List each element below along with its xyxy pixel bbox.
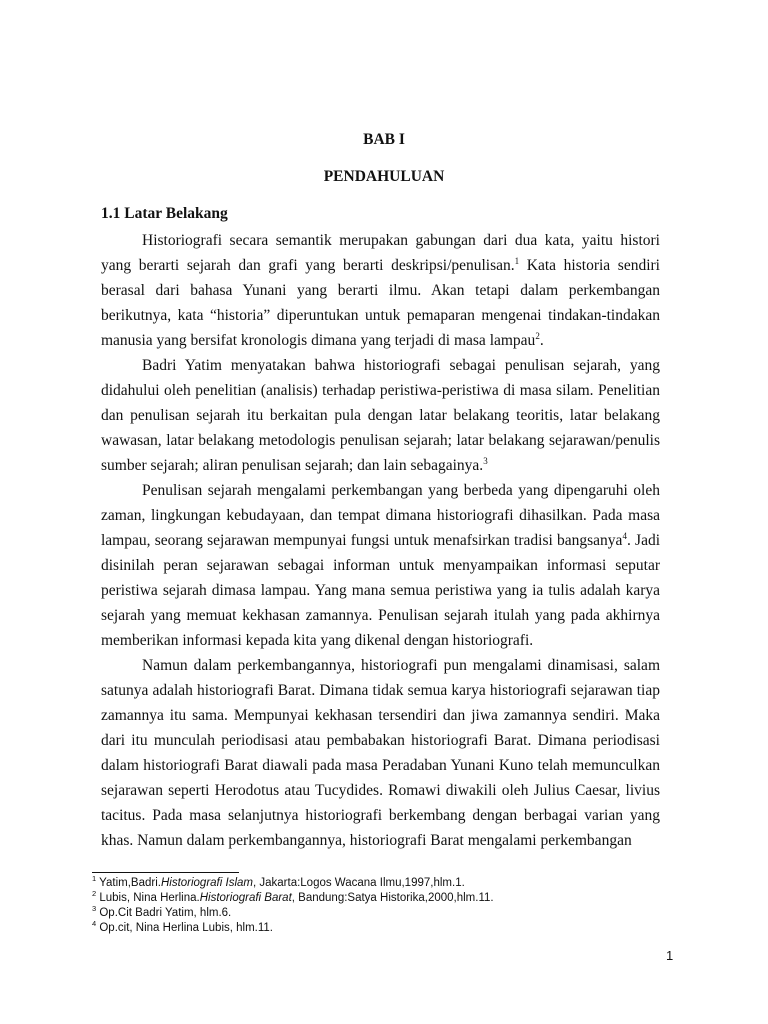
text-run: Penulisan sejarah mengalami perkembangan yang berbeda yang dipengaruhi oleh zaman, lingkungan kebudayaan, dan tempat dimana historiografi dihasilkan. Pada masa lampau, seorang sejarawan mempunyai fungsi untuk menafsirkan tradisi bangsanya bbox=[101, 482, 660, 549]
italic-title: Historiografi Islam bbox=[160, 877, 253, 889]
text-run: Historiografi secara semantik merupakan gabungan dari dua kata, yaitu histori yang berarti sejarah dan grafi yang berarti deskripsi/penulisan. bbox=[101, 232, 660, 274]
body-text bbox=[101, 228, 660, 853]
footnote-marker: 2 bbox=[535, 330, 540, 341]
text-run: . bbox=[539, 332, 544, 349]
text-run: , Jakarta:Logos Wacana Ilmu,1997,hlm.1. bbox=[252, 877, 465, 889]
paragraph bbox=[101, 478, 660, 653]
text-run: . Jadi disinilah peran sejarawan sebagai informan untuk menyampaikan informasi seputar peristiwa sejarah dimasa lampau. Yang mana semua peristiwa yang ia tulis adalah karya sejarah yang memuat kekhasan zamannya. Penulisan sejarah itulah yang pada akhirnya memberikan informasi kepada kita yang dikenal dengan historiografi. bbox=[101, 532, 661, 649]
footnote-marker: 4 bbox=[92, 919, 97, 929]
chapter-title: PENDAHULUAN bbox=[323, 168, 445, 185]
footnote bbox=[92, 906, 672, 921]
text-run: Namun dalam perkembangannya, historiografi pun mengalami dinamisasi, salam satunya adalah historiografi Barat. Dimana tidak semua karya historiografi sejarawan tiap zamannya itu sama. Mempunyai kekhasan tersendiri dan jiwa zamannya sendiri. Maka dari itu munculah periodisasi atau pembabakan historiografi Barat. Dimana periodisasi dalam historiografi Barat diawali pada masa Peradaban Yunani Kuno telah memunculkan sejarawan seperti Herodotus atau Tucydides. Romawi diwakili oleh Julius Caesar, livius tacitus. Pada masa selanjutnya historiografi berkembang dengan berbagai varian yang khas. Namun dalam perkembangannya, historiografi Barat mengalami perkembangan bbox=[101, 657, 660, 849]
footnote-marker: 3 bbox=[92, 904, 97, 914]
text-run: Yatim,Badri. bbox=[96, 877, 161, 889]
text-run: Op.cit, Nina Herlina Lubis, hlm.11. bbox=[96, 922, 274, 934]
italic-title: Historiografi Barat bbox=[199, 892, 292, 904]
text-run: Lubis, Nina Herlina. bbox=[96, 892, 200, 904]
paragraph bbox=[101, 228, 660, 353]
footnote-marker: 1 bbox=[514, 255, 520, 266]
chapter-number: BAB I bbox=[363, 131, 405, 148]
paragraph bbox=[101, 653, 660, 853]
footnote bbox=[92, 921, 672, 936]
paragraph bbox=[101, 353, 660, 478]
footnote-marker: 3 bbox=[483, 455, 488, 466]
text-run: Badri Yatim menyatakan bahwa historiografi sebagai penulisan sejarah, yang didahului oleh penelitian (analisis) terhadap peristiwa-peristiwa di masa silam. Penelitian dan penulisan sejarah itu berkaitan pula dengan latar belakang teoritis, latar belakang wawasan, latar belakang metodologis penulisan sejarah; latar belakang sejarawan/penulis sumber sejarah; aliran penulisan sejarah; dan lain sebagainya. bbox=[101, 357, 660, 474]
page-number: 1 bbox=[666, 948, 674, 963]
text-run: Kata historia sendiri berasal dari bahasa Yunani yang berarti ilmu. Akan tetapi dalam perkembangan berikutnya, kata “historia” diperuntukan untuk pemaparan mengenai tindakan-tindakan manusia yang bersifat kronologis dimana yang terjadi di masa lampau bbox=[101, 257, 660, 349]
text-run: , Bandung:Satya Historika,2000,hlm.11. bbox=[291, 892, 494, 904]
text-run: Op.Cit Badri Yatim, hlm.6. bbox=[96, 907, 232, 919]
footnote-separator bbox=[92, 872, 239, 873]
footnote bbox=[92, 891, 672, 906]
footnote bbox=[92, 876, 672, 891]
footnote-marker: 4 bbox=[622, 530, 627, 541]
footnotes bbox=[92, 876, 672, 936]
section-heading: 1.1 Latar Belakang bbox=[101, 205, 228, 222]
footnote-marker: 2 bbox=[92, 889, 97, 899]
footnote-marker: 1 bbox=[92, 874, 97, 884]
